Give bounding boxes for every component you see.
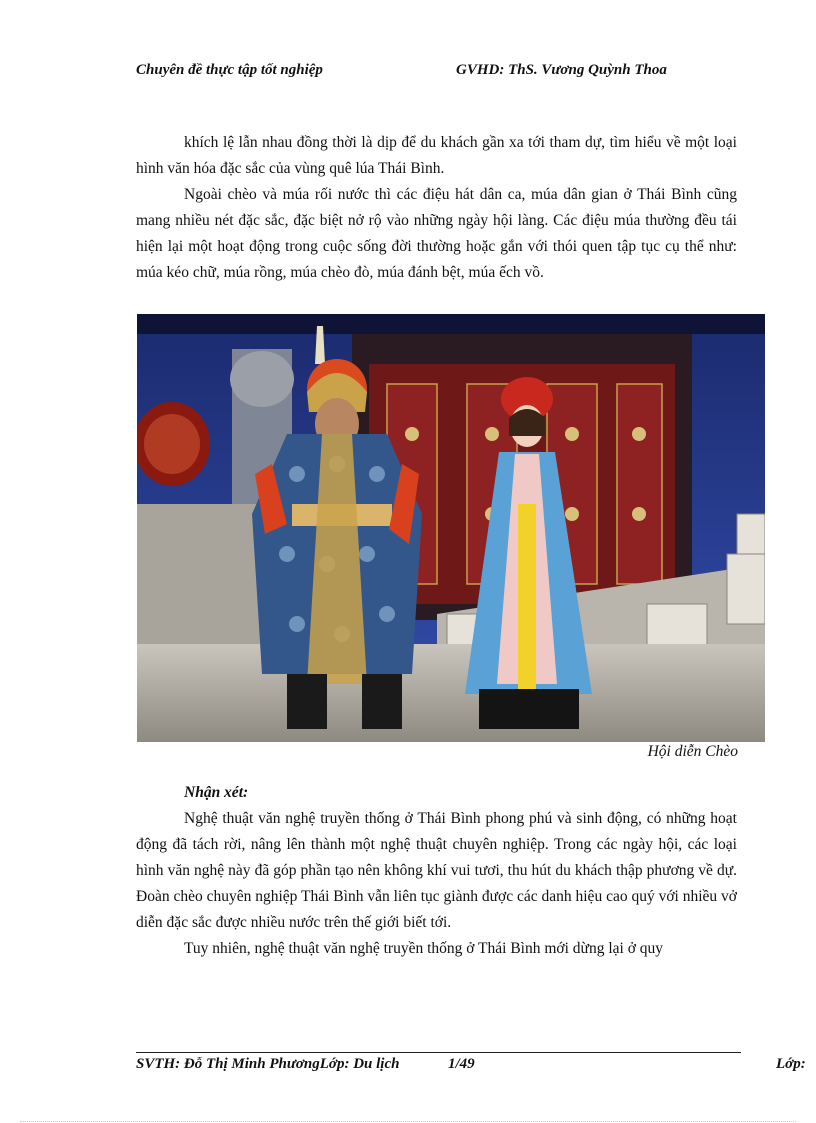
figure-caption: Hội diễn Chèo bbox=[647, 743, 738, 760]
body-text-top bbox=[136, 130, 737, 286]
remarks-heading: Nhận xét: bbox=[184, 784, 249, 801]
paragraph-2: Ngoài chèo và múa rối nước thì các điệu hát dân ca, múa dân gian ở Thái Bình cũng mang nhiều nét đặc sắc, đặc biệt nở rộ vào những ngày hội làng. Các điệu múa thường đều tái hiện lại một hoạt động trong cuộc sống đời thường hoặc gắn với thói quen tập tục cụ thể như: múa kéo chữ, múa rồng, múa chèo đò, múa đánh bệt, múa ếch vồ. bbox=[136, 186, 737, 281]
footer-student: SVTH: Đỗ Thị Minh PhươngLớp: Du lịch bbox=[136, 1056, 400, 1072]
footer-class: Lớp: bbox=[776, 1056, 806, 1072]
cheo-performance-photo bbox=[137, 314, 765, 742]
paragraph-1: khích lệ lẫn nhau đồng thời là dịp để du khách gần xa tới tham dự, tìm hiểu về một loại hình văn hóa đặc sắc của vùng quê lúa Thái Bình. bbox=[136, 134, 737, 177]
footer-rule bbox=[136, 1052, 741, 1053]
body-text-bottom bbox=[136, 806, 737, 962]
header-advisor: GVHD: ThS. Vương Quỳnh Thoa bbox=[456, 62, 667, 78]
page-number: 1/49 bbox=[448, 1056, 475, 1072]
page-bottom-edge bbox=[20, 1121, 796, 1122]
paragraph-4: Tuy nhiên, nghệ thuật văn nghệ truyền thống ở Thái Bình mới dừng lại ở quy bbox=[184, 940, 664, 957]
header-document-title: Chuyên đề thực tập tốt nghiệp bbox=[136, 62, 323, 78]
paragraph-3: Nghệ thuật văn nghệ truyền thống ở Thái Bình phong phú và sinh động, có những hoạt động đã tách rời, nâng lên thành một nghệ thuật chuyên nghiệp. Trong các ngày hội, các loại hình văn nghệ này đã góp phần tạo nên không khí vui tươi, thu hút du khách thập phương về dự. Đoàn chèo chuyên nghiệp Thái Bình vẫn liên tục giành được các danh hiệu cao quý với nhiều vở diễn đặc sắc được nhiều nước trên thế giới biết tới. bbox=[136, 810, 737, 931]
stage-floor bbox=[137, 644, 765, 742]
